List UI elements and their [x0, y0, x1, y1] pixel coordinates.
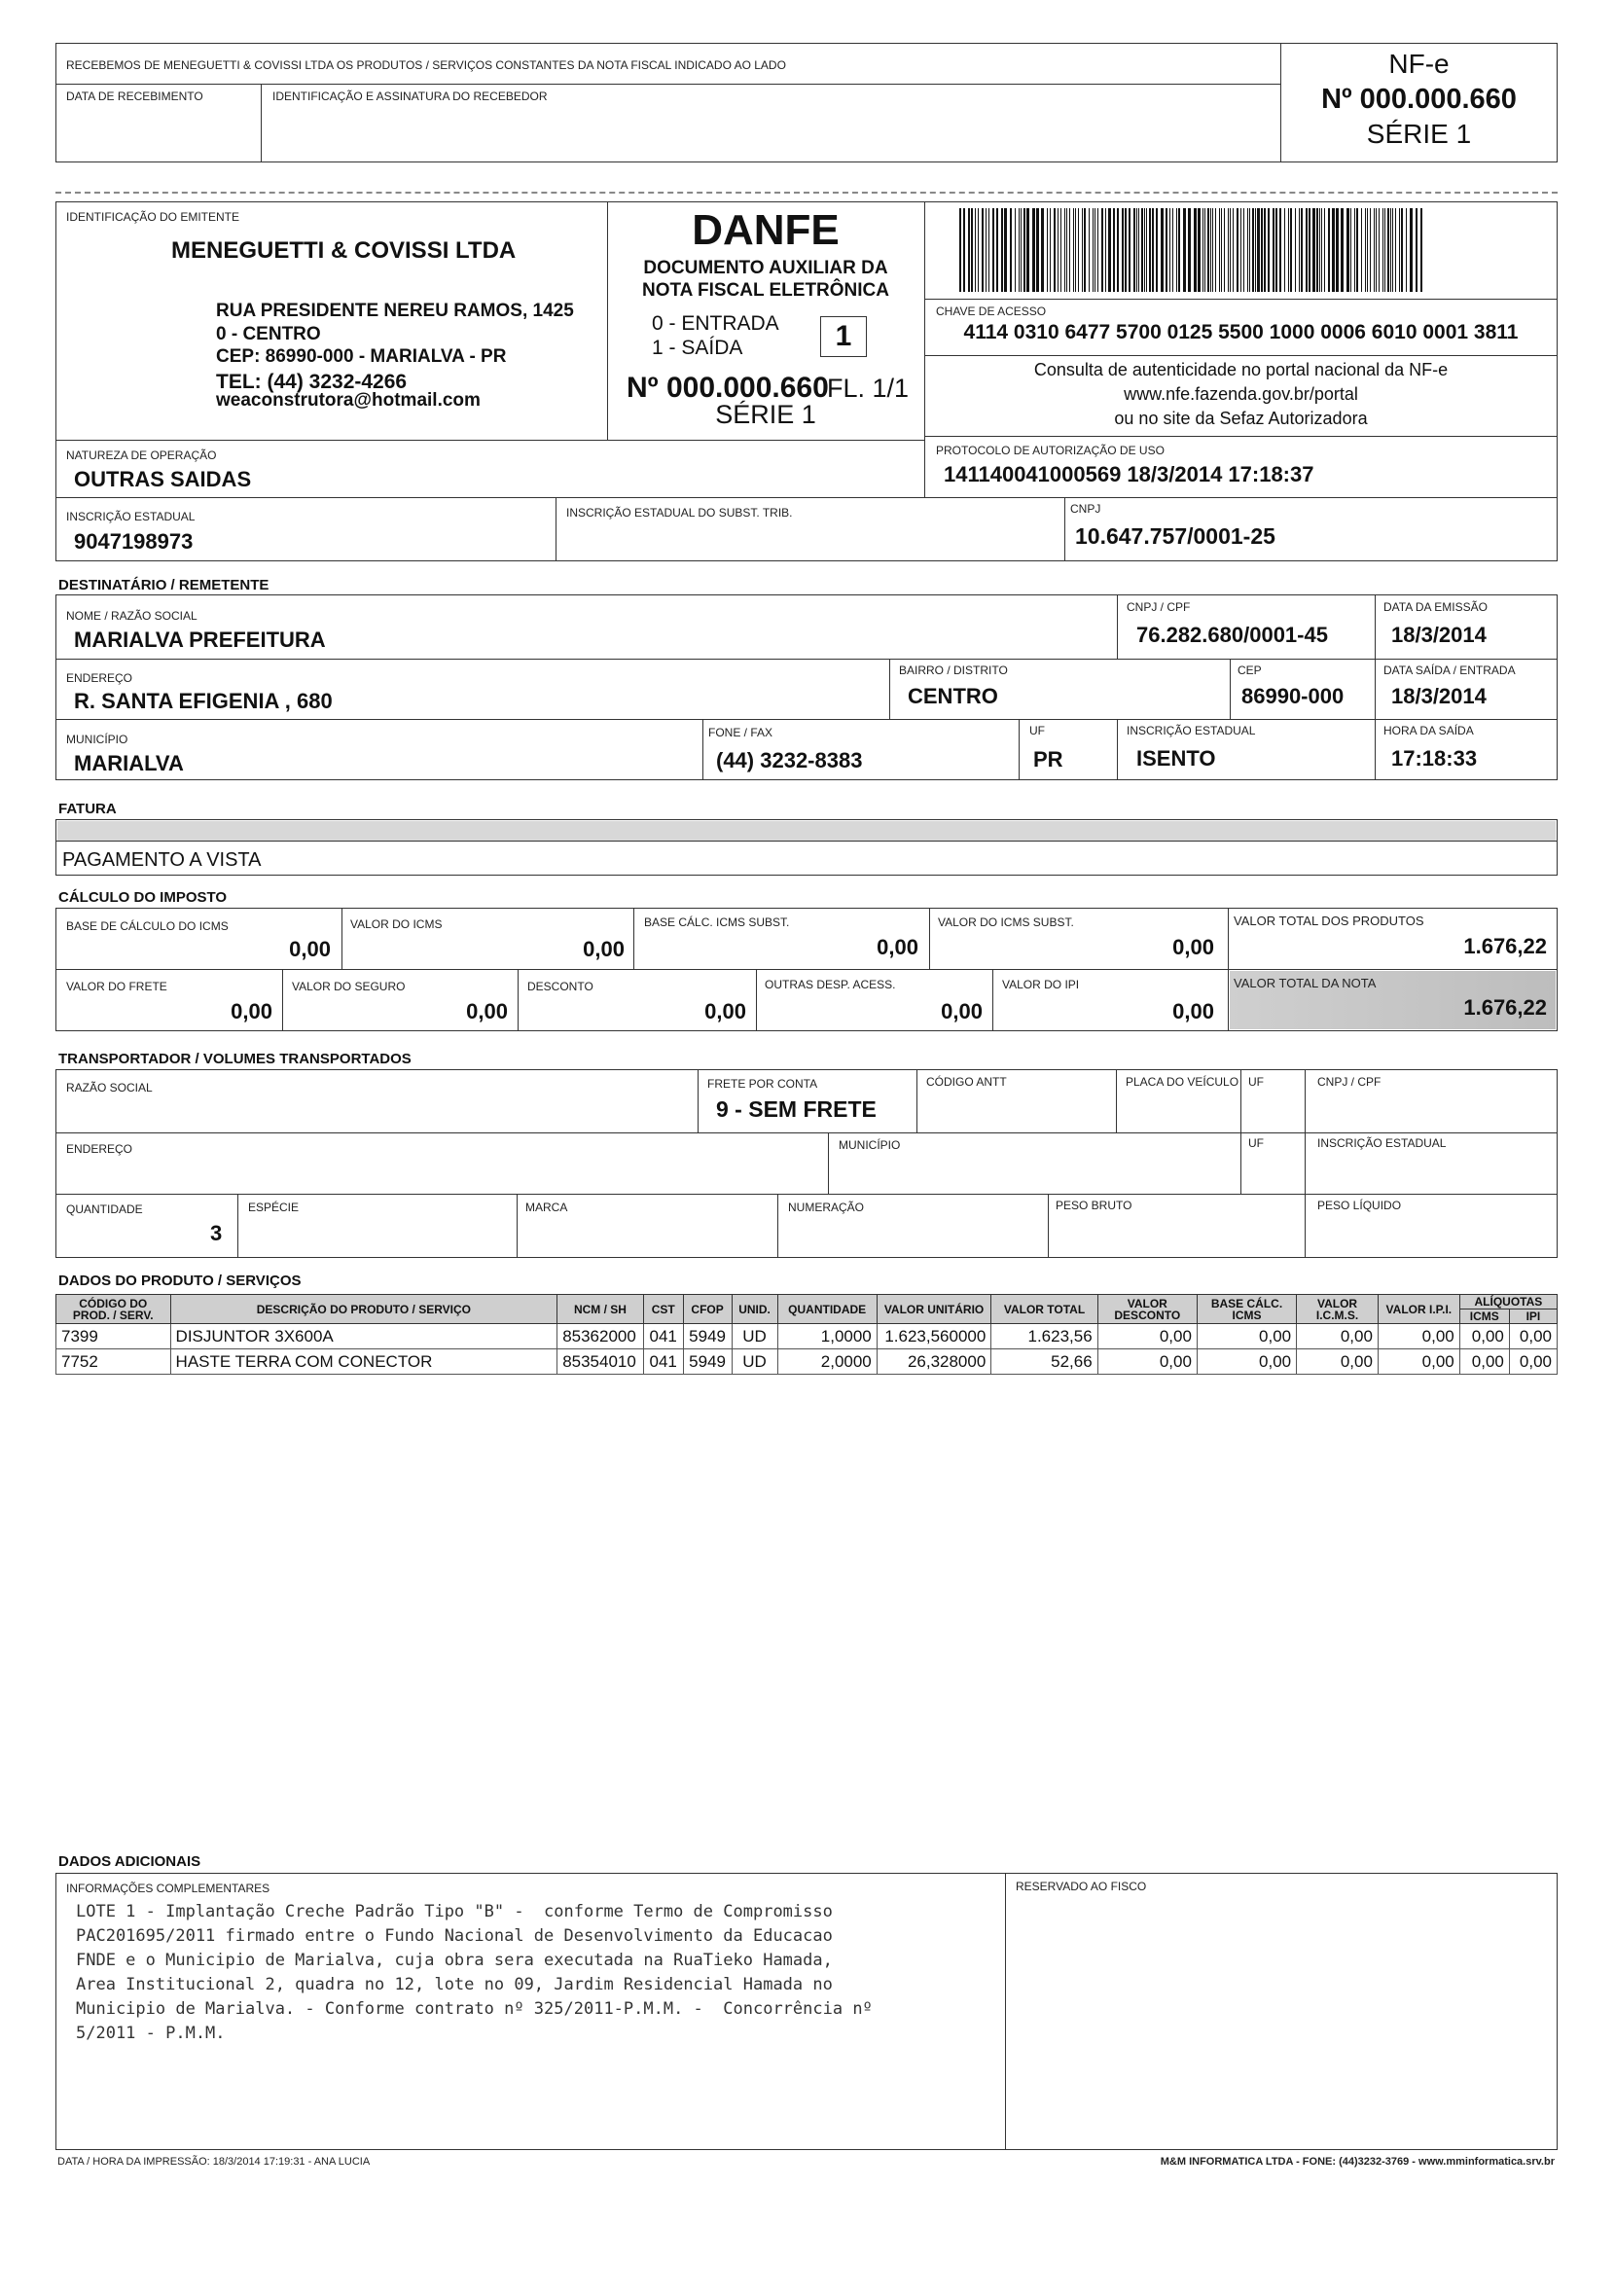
danfe-type-box: 1: [820, 316, 867, 357]
cell-cst: 041: [643, 1349, 683, 1375]
rcpt-exit-time: 17:18:33: [1391, 746, 1478, 771]
tax-note-total-label: VALOR TOTAL DA NOTA: [1234, 976, 1377, 990]
rcpt-uf-label: UF: [1029, 724, 1045, 737]
rcpt-emission-label: DATA DA EMISSÃO: [1383, 600, 1488, 614]
rcpt-name-label: NOME / RAZÃO SOCIAL: [66, 609, 197, 623]
tax-base-label: BASE DE CÁLCULO DO ICMS: [66, 919, 229, 933]
rcpt-address: R. SANTA EFIGENIA , 680: [74, 689, 333, 713]
th-cfop: CFOP: [683, 1295, 732, 1324]
th-code: CÓDIGO DO PROD. / SERV.: [56, 1295, 171, 1324]
consult-line-2: www.nfe.fazenda.gov.br/portal: [1124, 384, 1358, 404]
th-cst: CST: [643, 1295, 683, 1324]
vendor-info: M&M INFORMATICA LTDA - FONE: (44)3232-3769 - www.mminformatica.srv.br: [1160, 2156, 1555, 2168]
cell-ipi: 0,00: [1378, 1349, 1459, 1375]
th-unit: UNID.: [732, 1295, 777, 1324]
th-rate-icms: ICMS: [1459, 1309, 1509, 1324]
tax-icms-label: VALOR DO ICMS: [350, 917, 443, 931]
tax-insurance-value: 0,00: [466, 999, 508, 1023]
receipt-nfe-number: Nº 000.000.660: [1321, 84, 1517, 115]
th-rates: ALÍQUOTAS: [1459, 1295, 1557, 1309]
tr-name-label: RAZÃO SOCIAL: [66, 1081, 153, 1094]
tax-ipi-value: 0,00: [1172, 999, 1214, 1023]
table-row: [56, 1324, 1558, 1349]
rcpt-exit-time-label: HORA DA SAÍDA: [1383, 724, 1474, 737]
issuer-street: RUA PRESIDENTE NEREU RAMOS, 1425: [216, 301, 574, 321]
receipt-date-label: DATA DE RECEBIMENTO: [66, 90, 203, 103]
cell-cfop: 5949: [683, 1324, 732, 1349]
tr-species-label: ESPÉCIE: [248, 1201, 300, 1214]
tr-uf2-label: UF: [1248, 1136, 1264, 1150]
rcpt-city-label: MUNICÍPIO: [66, 733, 128, 746]
danfe-series: SÉRIE 1: [715, 400, 816, 429]
cell-base: 0,00: [1197, 1324, 1296, 1349]
danfe-exit: 1 - SAÍDA: [652, 337, 743, 359]
transport-section: TRANSPORTADOR / VOLUMES TRANSPORTADOS: [58, 1051, 412, 1067]
rcpt-emission: 18/3/2014: [1391, 623, 1487, 647]
invoice-gray-band: [57, 821, 1556, 841]
protocol-label: PROTOCOLO DE AUTORIZAÇÃO DE USO: [936, 444, 1165, 457]
tr-net-label: PESO LÍQUIDO: [1317, 1199, 1402, 1212]
th-unit-value: VALOR UNITÁRIO: [877, 1295, 991, 1324]
access-key-barcode: [959, 208, 1528, 292]
cell-ncm: 85362000: [557, 1324, 644, 1349]
tax-products-total-label: VALOR TOTAL DOS PRODUTOS: [1234, 914, 1424, 928]
rcpt-exit-date: 18/3/2014: [1391, 684, 1487, 708]
issuer-email: weaconstrutora@hotmail.com: [216, 390, 481, 411]
tr-plate-label: PLACA DO VEÍCULO: [1126, 1075, 1239, 1089]
issuer-cep-city: CEP: 86990-000 - MARIALVA - PR: [216, 346, 507, 367]
tr-freight: 9 - SEM FRETE: [716, 1096, 877, 1122]
consult-line-1: Consulta de autenticidade no portal nacional da NF-e: [1033, 360, 1449, 379]
receipt-nfe-label: NF-e: [1388, 49, 1450, 79]
table-row: [56, 1349, 1558, 1375]
tax-icms-value: 0,00: [583, 937, 625, 961]
ie-st-label: INSCRIÇÃO ESTADUAL DO SUBST. TRIB.: [566, 506, 793, 520]
issuer-district: 0 - CENTRO: [216, 324, 321, 344]
rcpt-phone-label: FONE / FAX: [708, 726, 773, 739]
rcpt-exit-date-label: DATA SAÍDA / ENTRADA: [1383, 664, 1516, 677]
th-icms: VALOR I.C.M.S.: [1297, 1295, 1379, 1324]
ie-label: INSCRIÇÃO ESTADUAL: [66, 510, 196, 523]
rcpt-phone: (44) 3232-8383: [716, 748, 863, 772]
cell-rate-icms: 0,00: [1459, 1349, 1509, 1375]
tr-city-label: MUNICÍPIO: [839, 1138, 901, 1152]
tr-ie-label: INSCRIÇÃO ESTADUAL: [1317, 1136, 1447, 1150]
tax-insurance-label: VALOR DO SEGURO: [292, 980, 406, 993]
th-base: BASE CÁLC. ICMS: [1197, 1295, 1296, 1324]
tax-discount-label: DESCONTO: [527, 980, 593, 993]
cell-discount: 0,00: [1097, 1324, 1197, 1349]
access-key: 4114 0310 6477 5700 0125 5500 1000 0006 6010 0001 3811: [963, 321, 1519, 343]
tr-antt-label: CÓDIGO ANTT: [926, 1075, 1007, 1089]
cell-unit: UD: [732, 1324, 777, 1349]
cell-desc: HASTE TERRA COM CONECTOR: [170, 1349, 557, 1375]
issuer-name: MENEGUETTI & COVISSI LTDA: [171, 237, 517, 264]
tax-freight-value: 0,00: [231, 999, 272, 1023]
rcpt-cnpj: 76.282.680/0001-45: [1136, 623, 1328, 647]
cell-rate-ipi: 0,00: [1509, 1349, 1557, 1375]
tax-other-label: OUTRAS DESP. ACESS.: [765, 978, 896, 991]
tax-freight-label: VALOR DO FRETE: [66, 980, 167, 993]
th-discount: VALOR DESCONTO: [1097, 1295, 1197, 1324]
tr-freight-label: FRETE POR CONTA: [707, 1077, 818, 1091]
rcpt-cep: 86990-000: [1241, 684, 1345, 708]
access-key-label: CHAVE DE ACESSO: [936, 305, 1047, 318]
rcpt-ie-label: INSCRIÇÃO ESTADUAL: [1127, 724, 1256, 737]
cell-cst: 041: [643, 1324, 683, 1349]
tax-icms-st-value: 0,00: [1172, 935, 1214, 959]
tax-products-total-value: 1.676,22: [1463, 934, 1547, 958]
products-table: [55, 1294, 1558, 1375]
additional-section: DADOS ADICIONAIS: [58, 1853, 201, 1870]
issuer-section-label: IDENTIFICAÇÃO DO EMITENTE: [66, 210, 240, 224]
danfe-subtitle-1: DOCUMENTO AUXILIAR DA: [643, 258, 888, 278]
cell-rate-icms: 0,00: [1459, 1324, 1509, 1349]
danfe-subtitle-2: NOTA FISCAL ELETRÔNICA: [641, 280, 890, 301]
cell-total: 52,66: [991, 1349, 1097, 1375]
protocol-value: 141140041000569 18/3/2014 17:18:37: [944, 462, 1314, 486]
fisco-label: RESERVADO AO FISCO: [1016, 1880, 1147, 1893]
cell-ncm: 85354010: [557, 1349, 644, 1375]
cnpj-value: 10.647.757/0001-25: [1075, 523, 1275, 549]
tax-note-total-value: 1.676,22: [1463, 995, 1547, 1020]
th-ncm: NCM / SH: [557, 1295, 644, 1324]
cell-code: 7752: [56, 1349, 171, 1375]
invoice-section: FATURA: [58, 801, 117, 817]
tr-cnpj-label: CNPJ / CPF: [1317, 1075, 1382, 1089]
cell-icms: 0,00: [1297, 1324, 1379, 1349]
rcpt-cnpj-label: CNPJ / CPF: [1127, 600, 1191, 614]
tax-other-value: 0,00: [941, 999, 983, 1023]
cell-unit-value: 26,328000: [877, 1349, 991, 1375]
tax-base-st-label: BASE CÁLC. ICMS SUBST.: [644, 915, 790, 929]
cell-rate-ipi: 0,00: [1509, 1324, 1557, 1349]
danfe-entry: 0 - ENTRADA: [652, 312, 779, 335]
rcpt-name: MARIALVA PREFEITURA: [74, 628, 326, 652]
tax-discount-value: 0,00: [704, 999, 746, 1023]
cell-unit: UD: [732, 1349, 777, 1375]
tr-numbering-label: NUMERAÇÃO: [788, 1201, 865, 1214]
rcpt-district: CENTRO: [908, 684, 998, 708]
cell-qty: 2,0000: [777, 1349, 877, 1375]
issuer-phone: TEL: (44) 3232-4266: [216, 371, 408, 393]
cell-ipi: 0,00: [1378, 1324, 1459, 1349]
rcpt-city: MARIALVA: [74, 751, 184, 775]
th-qty: QUANTIDADE: [777, 1295, 877, 1324]
cut-line: [55, 192, 1558, 194]
danfe-title: DANFE: [692, 206, 840, 254]
info-text: LOTE 1 - Implantação Creche Padrão Tipo "B" - conforme Termo de Compromisso PAC201695/2011 firmado entre o Fundo Nacional de Desenvolvimento da Educacao FNDE e o Municipio de Marialva, cuja obra sera executada na RuaTieko Hamada, Area Institucional 2, quadra no 12, lote no 09, Jardim Residencial Hamada no Municipio de Marialva. - Conforme contrato nº 325/2011-P.M.M. - Concorrência nº 5/2011 - P.M.M.: [76, 1902, 873, 2043]
products-section: DADOS DO PRODUTO / SERVIÇOS: [58, 1273, 302, 1289]
consult-line-3: ou no site da Sefaz Autorizadora: [1114, 409, 1368, 428]
cell-icms: 0,00: [1297, 1349, 1379, 1375]
rcpt-uf: PR: [1033, 747, 1063, 771]
rcpt-ie: ISENTO: [1136, 746, 1216, 771]
tax-icms-st-label: VALOR DO ICMS SUBST.: [938, 915, 1074, 929]
cell-desc: DISJUNTOR 3X600A: [170, 1324, 557, 1349]
receipt-nfe-series: SÉRIE 1: [1366, 119, 1472, 149]
info-label: INFORMAÇÕES COMPLEMENTARES: [66, 1882, 270, 1895]
cnpj-label: CNPJ: [1070, 502, 1101, 516]
cell-base: 0,00: [1197, 1349, 1296, 1375]
tax-base-st-value: 0,00: [877, 935, 918, 959]
tr-uf-label: UF: [1248, 1075, 1264, 1089]
th-rate-ipi: IPI: [1509, 1309, 1557, 1324]
tax-ipi-label: VALOR DO IPI: [1002, 978, 1080, 991]
cell-qty: 1,0000: [777, 1324, 877, 1349]
receipt-statement: RECEBEMOS DE MENEGUETTI & COVISSI LTDA OS PRODUTOS / SERVIÇOS CONSTANTES DA NOTA FISCAL INDICADO AO LADO: [66, 58, 786, 72]
tax-section: CÁLCULO DO IMPOSTO: [58, 889, 228, 906]
cell-unit-value: 1.623,560000: [877, 1324, 991, 1349]
cell-code: 7399: [56, 1324, 171, 1349]
invoice-payment: PAGAMENTO A VISTA: [62, 849, 262, 871]
danfe-number: Nº 000.000.660: [627, 372, 829, 404]
nature-value: OUTRAS SAIDAS: [74, 467, 252, 491]
nature-label: NATUREZA DE OPERAÇÃO: [66, 448, 217, 462]
th-desc: DESCRIÇÃO DO PRODUTO / SERVIÇO: [170, 1295, 557, 1324]
danfe-sheet: FL. 1/1: [827, 374, 910, 403]
recipient-section: DESTINATÁRIO / REMETENTE: [58, 577, 269, 593]
th-ipi: VALOR I.P.I.: [1378, 1295, 1459, 1324]
cell-total: 1.623,56: [991, 1324, 1097, 1349]
print-info: DATA / HORA DA IMPRESSÃO: 18/3/2014 17:19:31 - ANA LUCIA: [57, 2156, 371, 2168]
tr-address-label: ENDEREÇO: [66, 1142, 133, 1156]
tr-qty-label: QUANTIDADE: [66, 1202, 143, 1216]
rcpt-address-label: ENDEREÇO: [66, 671, 133, 685]
tr-brand-label: MARCA: [525, 1201, 568, 1214]
receipt-signature-label: IDENTIFICAÇÃO E ASSINATURA DO RECEBEDOR: [272, 90, 548, 103]
rcpt-district-label: BAIRRO / DISTRITO: [899, 664, 1008, 677]
tr-qty: 3: [210, 1221, 223, 1245]
tr-gross-label: PESO BRUTO: [1056, 1199, 1132, 1212]
cell-cfop: 5949: [683, 1349, 732, 1375]
cell-discount: 0,00: [1097, 1349, 1197, 1375]
th-total: VALOR TOTAL: [991, 1295, 1097, 1324]
tax-base-value: 0,00: [289, 937, 331, 961]
ie-value: 9047198973: [74, 529, 194, 554]
rcpt-cep-label: CEP: [1238, 664, 1262, 677]
